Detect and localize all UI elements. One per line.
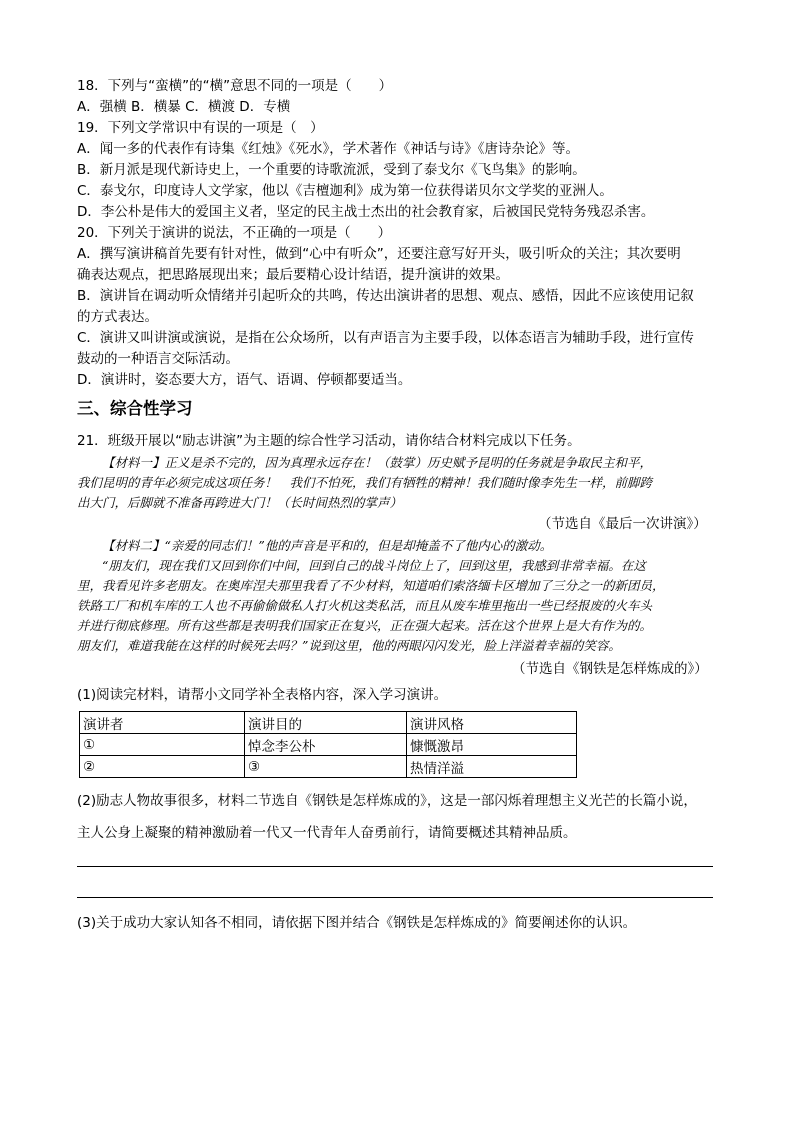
material-2-line2: “朋友们，现在我们又回到你们中间，回到自己的战斗岗位上了，回到这里，我感到非常幸福。在这 xyxy=(102,558,646,573)
question-20-option-a-line2: 确表达观点，把思路展现出来；最后要精心设计结语，提升演讲的效果。 xyxy=(77,267,509,283)
table-row xyxy=(80,734,577,756)
question-19-stem: 19．下列文学常识中有误的一项是（ ） xyxy=(77,120,324,136)
table-header-cell: 演讲目的 xyxy=(245,712,407,734)
material-2-line3: 里，我看见许多老朋友。在奥库涅夫那里我看了不少材料，知道咱们索洛缅卡区增加了三分之一的新团员， xyxy=(77,578,665,593)
table-cell: 悼念李公朴 xyxy=(245,734,407,756)
section-title: 三、综合性学习 xyxy=(77,399,193,418)
question-19-option-a: A．闻一多的代表作有诗集《红烛》《死水》，学术著作《神话与诗》《唐诗杂论》等。 xyxy=(77,141,579,157)
table-cell[interactable]: ③ xyxy=(245,756,407,778)
material-2-line5: 并进行彻底修理。所有这些都是表明我们国家正在复兴，正在强大起来。活在这个世界上是大有作为的。 xyxy=(77,618,653,633)
table-row xyxy=(80,756,577,778)
question-20-option-c-line1: C．演讲又叫讲演或演说，是指在公众场所，以有声语言为主要手段，以体态语言为辅助手段，进行宣传 xyxy=(77,330,694,346)
material-2-line6: 朋友们，难道我能在这样的时候死去吗？”说到这里，他的两眼闪闪发光，脸上洋溢着幸福的笑容。 xyxy=(77,638,621,653)
question-20-option-c-line2: 鼓动的一种语言交际活动。 xyxy=(77,351,239,367)
question-20-option-d: D．演讲时，姿态要大方，语气、语调、停顿都要适当。 xyxy=(77,372,412,388)
table-header-cell: 演讲风格 xyxy=(407,712,577,734)
sub-question-1: (1)阅读完材料，请帮小文同学补全表格内容，深入学习演讲。 xyxy=(77,687,448,703)
material-2-line4: 铁路工厂和机车库的工人也不再偷偷做私人打火机这类私活，而且从废车堆里拖出一些已经报废的火车头 xyxy=(77,598,653,613)
material-1-source: （节选自《最后一次讲演》） xyxy=(538,516,707,532)
material-1-line2: 我们昆明的青年必须完成这项任务！ 我们不怕死，我们有牺牲的精神！我们随时像李先生一样，前脚跨 xyxy=(77,475,653,490)
sub-question-2-line1: (2)励志人物故事很多，材料二节选自《钢铁是怎样炼成的》，这是一部闪烁着理想主义光芒的长篇小说， xyxy=(77,793,697,809)
question-19-option-b: B．新月派是现代新诗史上，一个重要的诗歌流派，受到了泰戈尔《飞鸟集》的影响。 xyxy=(77,162,586,178)
table-cell[interactable]: ② xyxy=(80,756,245,778)
question-21-stem: 21．班级开展以“励志讲演”为主题的综合性学习活动，请你结合材料完成以下任务。 xyxy=(77,433,581,449)
question-18-options: A．强横 B．横暴 C．横渡 D．专横 xyxy=(77,99,291,115)
material-1-line3: 出大门，后脚就不准备再跨进大门！（长时间热烈的掌声） xyxy=(77,495,403,510)
sub-question-2-line2: 主人公身上凝聚的精神激励着一代又一代青年人奋勇前行，请简要概述其精神品质。 xyxy=(77,825,577,841)
question-19-option-c: C．泰戈尔，印度诗人文学家，他以《吉檀迦利》成为第一位获得诺贝尔文学奖的亚洲人。 xyxy=(77,183,613,199)
question-20-option-b-line2: 的方式表达。 xyxy=(77,309,158,325)
answer-line[interactable] xyxy=(77,897,713,898)
material-2-line1: 【材料二】“亲爱的同志们！”他的声音是平和的，但是却掩盖不了他内心的激动。 xyxy=(102,538,553,553)
answer-line[interactable] xyxy=(77,866,713,867)
table-cell[interactable]: ① xyxy=(80,734,245,756)
question-19-option-d: D．李公朴是伟大的爱国主义者，坚定的民主战士杰出的社会教育家，后被国民党特务残忍杀害。 xyxy=(77,204,655,220)
question-18-stem: 18．下列与“蛮横”的“横”意思不同的一项是（ ） xyxy=(77,78,393,94)
table-cell: 慷慨激昂 xyxy=(407,734,577,756)
table-header-cell: 演讲者 xyxy=(80,712,245,734)
question-20-option-b-line1: B．演讲旨在调动听众情绪并引起听众的共鸣，传达出演讲者的思想、观点、感悟，因此不应该使用记叙 xyxy=(77,288,694,304)
table-header-row xyxy=(80,712,577,734)
question-20-stem: 20．下列关于演讲的说法，不正确的一项是（ ） xyxy=(77,225,392,241)
material-2-source: （节选自《钢铁是怎样炼成的》） xyxy=(512,661,708,677)
question-20-option-a-line1: A．撰写演讲稿首先要有针对性，做到“心中有听众”，还要注意写好开头，吸引听众的关注；其次要明 xyxy=(77,246,681,262)
table-cell: 热情洋溢 xyxy=(407,756,577,778)
material-1-line1: 【材料一】正义是杀不完的，因为真理永远存在！（鼓掌）历史赋予昆明的任务就是争取民主和平， xyxy=(102,455,653,470)
speech-table xyxy=(79,711,577,778)
sub-question-3: (3)关于成功大家认知各不相同，请依据下图并结合《钢铁是怎样炼成的》简要阐述你的认识。 xyxy=(77,915,637,931)
